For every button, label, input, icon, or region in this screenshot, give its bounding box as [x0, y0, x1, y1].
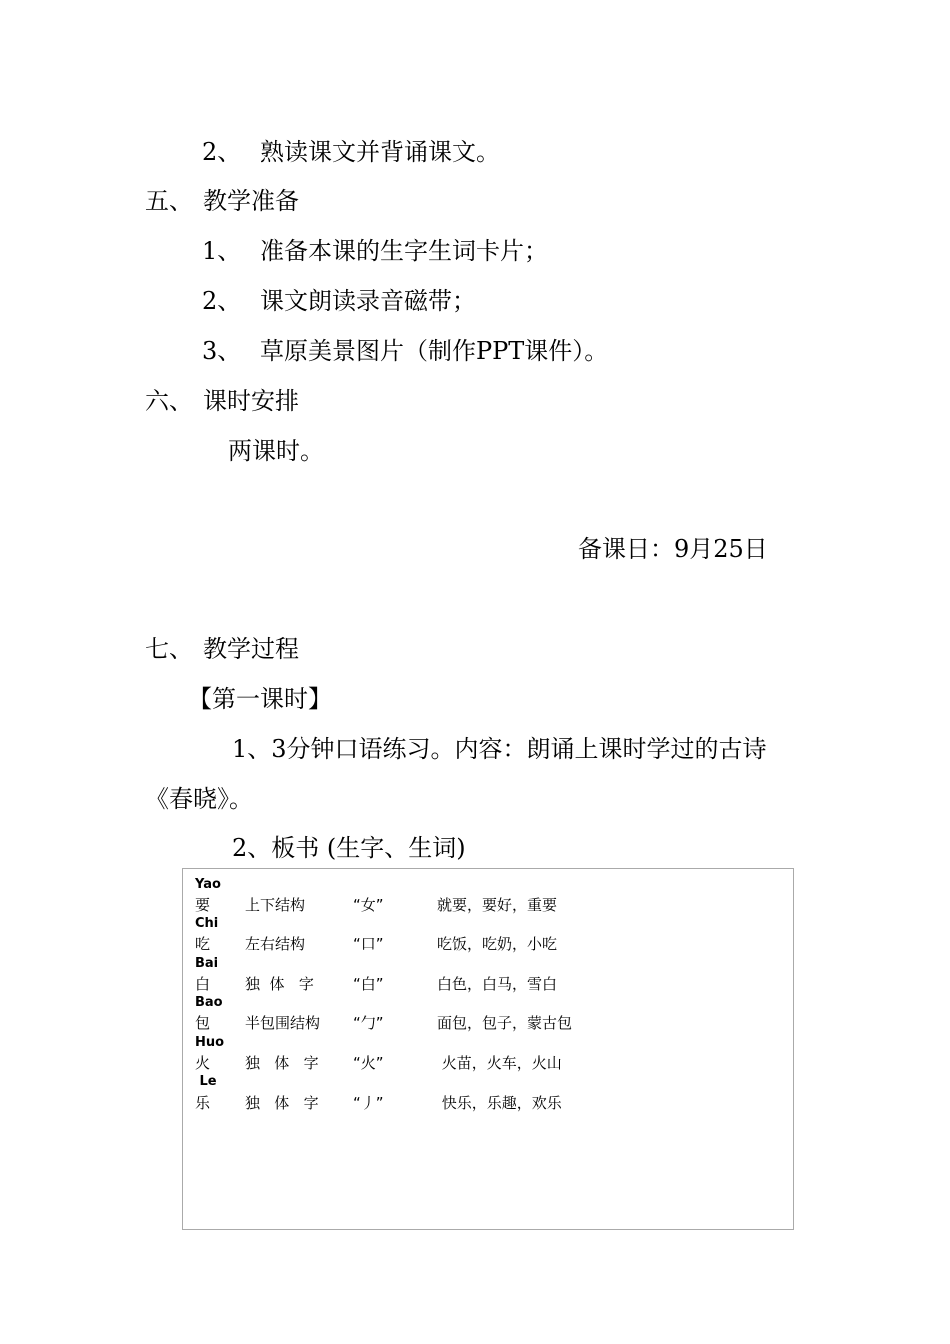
radical: “白”	[353, 975, 384, 993]
word-list: 白色，白马，雪白	[437, 975, 558, 993]
section-heading-process: 七、 教学过程	[145, 635, 299, 663]
radical: “丿”	[353, 1094, 384, 1112]
radical: “勹”	[353, 1014, 384, 1032]
structure: 独 体 字	[245, 1054, 319, 1072]
word-list: 面包，包子，蒙古包	[437, 1014, 573, 1032]
structure: 独 体 字	[245, 975, 314, 993]
character: 火	[195, 1054, 211, 1072]
pinyin-label: Bai	[195, 956, 219, 971]
pinyin-label: Le	[195, 1074, 217, 1089]
radical: “火”	[353, 1054, 384, 1072]
objective-item-2: 2、 熟读课文并背诵课文。	[202, 138, 500, 166]
word-list: 快乐，乐趣，欢乐	[437, 1094, 562, 1112]
word-list: 火苗，火车，火山	[437, 1054, 562, 1072]
word-list: 就要，要好，重要	[437, 896, 558, 914]
prep-item-3: 3、 草原美景图片（制作PPT课件）。	[202, 337, 609, 365]
pinyin-label: Chi	[195, 916, 219, 931]
character: 白	[195, 975, 211, 993]
pinyin-label: Yao	[195, 877, 221, 892]
section-heading-prep: 五、 教学准备	[145, 187, 299, 215]
step-1-line-1: 1、3分钟口语练习。内容：朗诵上课时学过的古诗	[232, 735, 767, 763]
prep-date: 备课日：9月25日	[578, 535, 768, 563]
character: 乐	[195, 1094, 211, 1112]
character: 要	[195, 896, 211, 914]
radical: “口”	[353, 935, 384, 953]
class-hours: 两课时。	[228, 437, 324, 465]
character: 包	[195, 1014, 211, 1032]
structure: 半包围结构	[245, 1014, 321, 1032]
character: 吃	[195, 935, 211, 953]
section-heading-schedule: 六、 课时安排	[145, 387, 299, 415]
structure: 左右结构	[245, 935, 306, 953]
blackboard-box	[182, 868, 794, 1230]
radical: “女”	[353, 896, 384, 914]
step-1-line-2: 《春晓》。	[145, 785, 253, 813]
period-heading: 【第一课时】	[188, 685, 332, 713]
pinyin-label: Bao	[195, 995, 223, 1010]
word-list: 吃饭，吃奶，小吃	[437, 935, 558, 953]
prep-item-2: 2、 课文朗读录音磁带；	[202, 287, 476, 315]
step-2-heading: 2、板书 (生字、生词)	[232, 834, 466, 862]
prep-item-1: 1、 准备本课的生字生词卡片；	[202, 237, 548, 265]
structure: 上下结构	[245, 896, 306, 914]
structure: 独 体 字	[245, 1094, 319, 1112]
pinyin-label: Huo	[195, 1035, 225, 1050]
